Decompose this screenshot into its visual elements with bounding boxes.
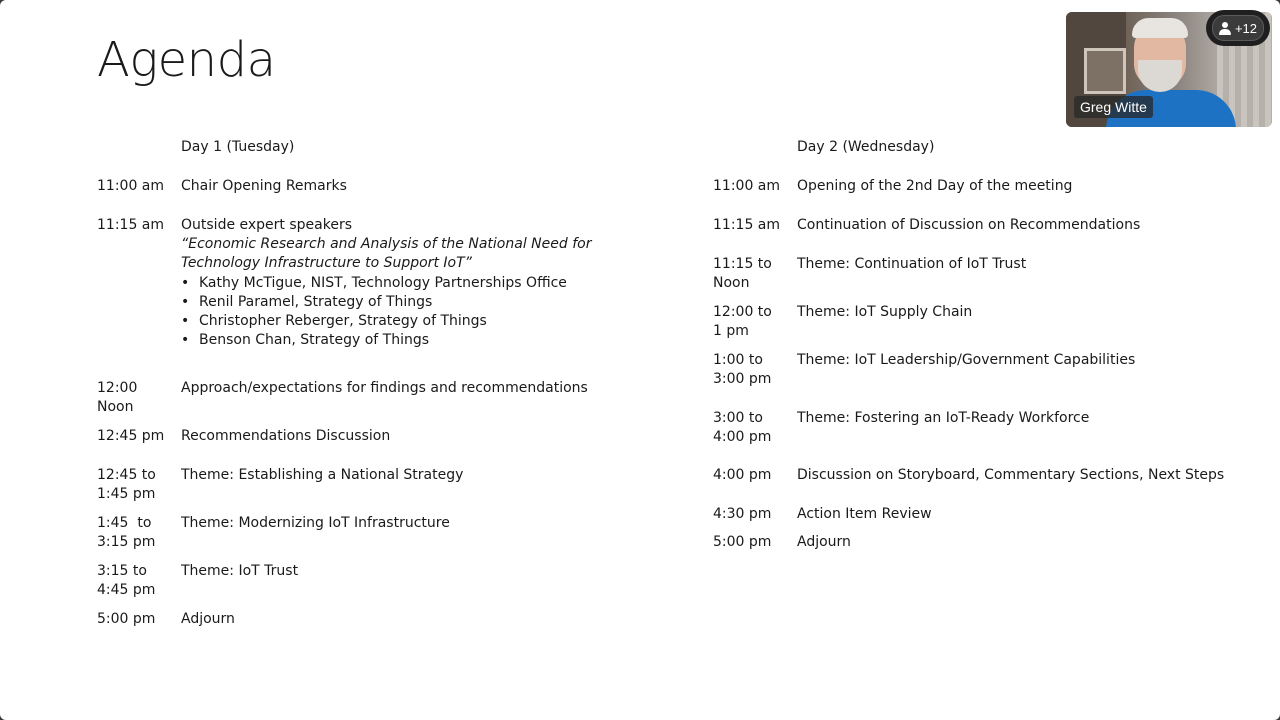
day2-time: 4:00 pm [713, 429, 772, 445]
talk-title-line: Technology Infrastructure to Support IoT” [181, 255, 472, 271]
day2-time: 3:00 pm [713, 371, 772, 387]
day1-time: 11:00 am [97, 178, 165, 194]
day2-item: Adjourn [797, 534, 851, 550]
speaker-item: Renil Paramel, Strategy of Things [199, 294, 433, 310]
day1-time: Noon [97, 399, 134, 415]
person-icon [1219, 22, 1231, 35]
bullet-marker: • [181, 294, 190, 310]
day1-time: 12:00 [97, 380, 138, 396]
day1-time: 1:45 to [97, 515, 152, 531]
day2-time: 12:00 to [713, 304, 772, 320]
day2-item: Opening of the 2nd Day of the meeting [797, 178, 1073, 194]
day2-item: Theme: Fostering an IoT-Ready Workforce [797, 410, 1090, 426]
participants-count-pill[interactable] [1212, 15, 1264, 41]
day2-time: Noon [713, 275, 750, 291]
day1-item: Theme: Modernizing IoT Infrastructure [181, 515, 450, 531]
day2-time: 5:00 pm [713, 534, 772, 550]
participants-button[interactable] [1206, 10, 1270, 46]
bullet-marker: • [181, 332, 190, 348]
day1-time: 12:45 to [97, 467, 156, 483]
day2-time: 11:00 am [713, 178, 781, 194]
day1-item: Recommendations Discussion [181, 428, 391, 444]
participant-name-label: Greg Witte [1074, 96, 1153, 118]
day1-time: 3:15 pm [97, 534, 156, 550]
day1-time: 12:45 pm [97, 428, 165, 444]
day2-time: 1 pm [713, 323, 749, 339]
day1-item: Approach/expectations for findings and recommendations [181, 380, 588, 396]
speaker-item: Christopher Reberger, Strategy of Things [199, 313, 487, 329]
talk-title-line: “Economic Research and Analysis of the National Need for [181, 236, 592, 252]
participant-beard [1138, 60, 1182, 92]
day1-item: Adjourn [181, 611, 235, 627]
day2-time: 11:15 to [713, 256, 772, 272]
day2-item: Theme: IoT Leadership/Government Capabilities [797, 352, 1136, 368]
day1-time: 1:45 pm [97, 486, 156, 502]
day1-time: 3:15 to [97, 563, 147, 579]
slide-title: Agenda [97, 32, 276, 88]
participant-hair [1132, 18, 1188, 38]
day2-item: Discussion on Storyboard, Commentary Sections, Next Steps [797, 467, 1225, 483]
bullet-marker: • [181, 275, 190, 291]
day1-time: 11:15 am [97, 217, 165, 233]
day2-header: Day 2 (Wednesday) [797, 139, 935, 155]
day1-item: Outside expert speakers [181, 217, 353, 233]
speaker-item: Benson Chan, Strategy of Things [199, 332, 430, 348]
day2-time: 11:15 am [713, 217, 781, 233]
day2-item: Continuation of Discussion on Recommendations [797, 217, 1141, 233]
day1-header: Day 1 (Tuesday) [181, 139, 295, 155]
day1-time: 5:00 pm [97, 611, 156, 627]
day1-item: Theme: Establishing a National Strategy [181, 467, 464, 483]
day2-time: 4:00 pm [713, 467, 772, 483]
speaker-item: Kathy McTigue, NIST, Technology Partnerships Office [199, 275, 567, 291]
day2-item: Theme: Continuation of IoT Trust [797, 256, 1027, 272]
bullet-marker: • [181, 313, 190, 329]
video-background-picture [1084, 48, 1126, 94]
day2-item: Action Item Review [797, 506, 932, 522]
day2-time: 1:00 to [713, 352, 763, 368]
day1-time: 4:45 pm [97, 582, 156, 598]
day1-item: Theme: IoT Trust [181, 563, 299, 579]
day2-time: 4:30 pm [713, 506, 772, 522]
day2-time: 3:00 to [713, 410, 763, 426]
day1-item: Chair Opening Remarks [181, 178, 347, 194]
participant-count: +12 [1234, 20, 1258, 36]
day2-item: Theme: IoT Supply Chain [797, 304, 973, 320]
